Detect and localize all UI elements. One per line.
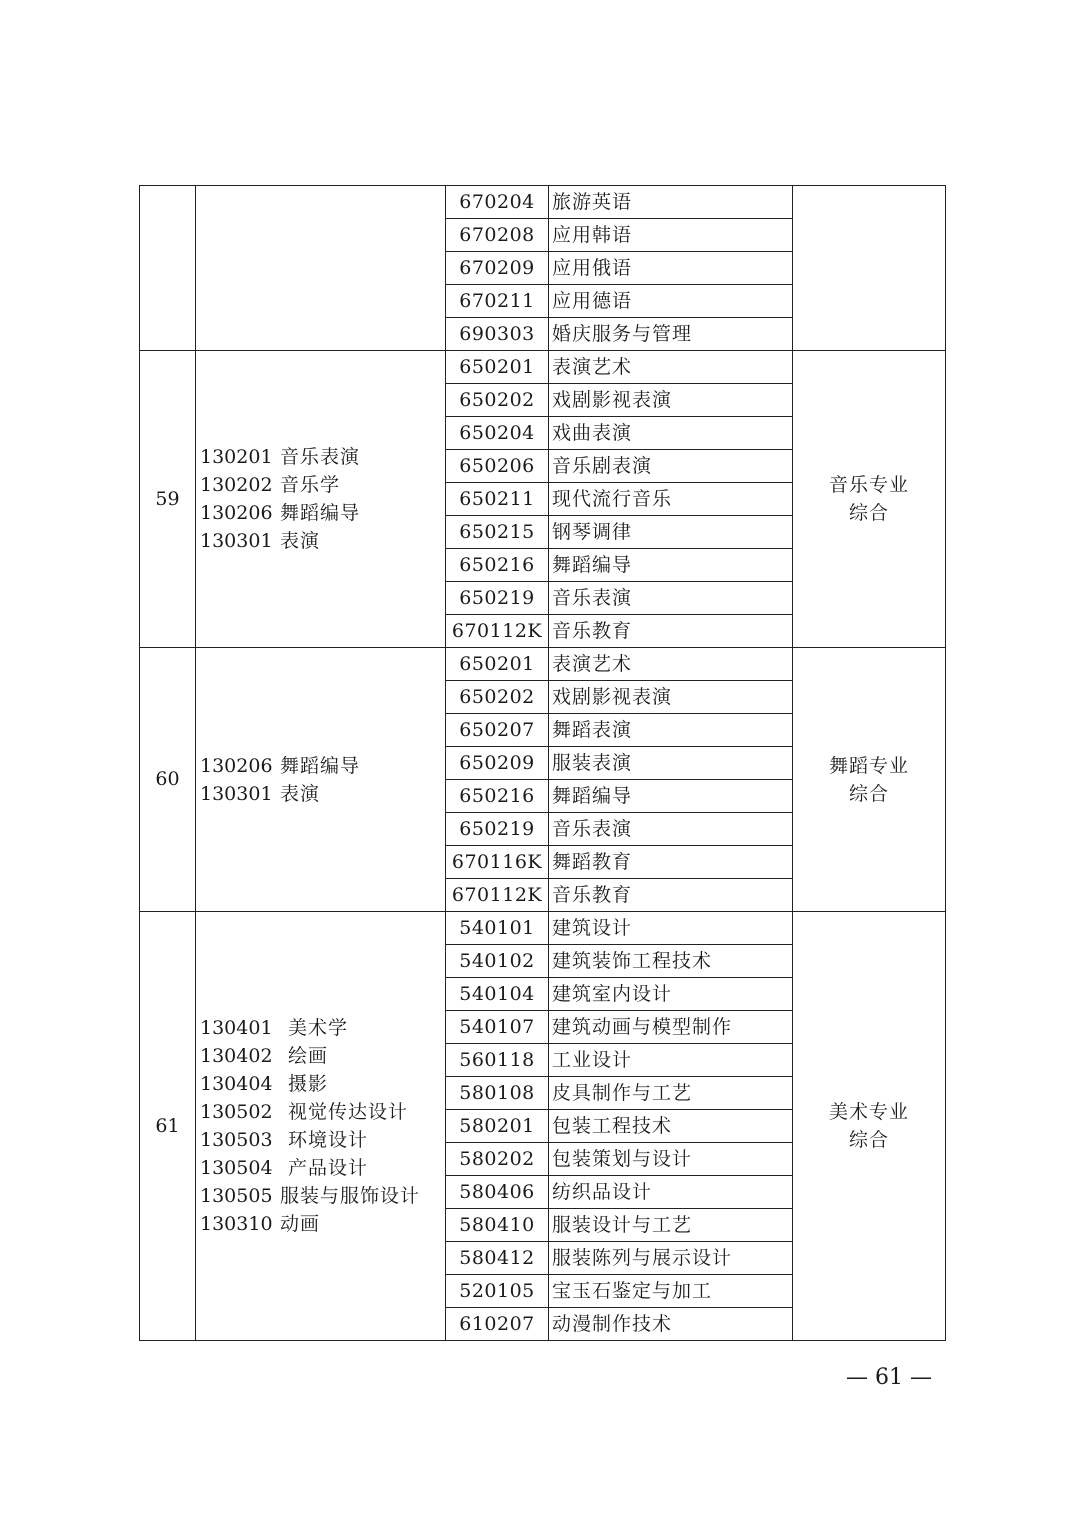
table-row — [140, 351, 946, 384]
vocational-major-code: 540101 — [446, 912, 549, 945]
vocational-major-name: 音乐表演 — [549, 813, 793, 846]
undergrad-major-code: 130504 — [200, 1157, 273, 1179]
undergrad-major-name: 音乐表演 — [280, 446, 361, 468]
table-row — [140, 186, 946, 219]
vocational-major-code: 670211 — [446, 285, 549, 318]
vocational-major-code: 670112K — [446, 615, 549, 648]
group-index-cell: 60 — [140, 648, 196, 912]
vocational-major-name: 应用俄语 — [549, 252, 793, 285]
vocational-major-code: 650219 — [446, 813, 549, 846]
vocational-major-code: 650207 — [446, 714, 549, 747]
undergrad-major-name: 表演 — [280, 782, 321, 805]
undergrad-major-name: 动画 — [280, 1213, 321, 1235]
vocational-major-code: 580201 — [446, 1110, 549, 1143]
undergrad-major-item — [200, 1098, 445, 1126]
undergrad-major-item — [200, 1042, 445, 1070]
vocational-major-code: 540102 — [446, 945, 549, 978]
exam-subject-cell — [793, 648, 946, 912]
undergrad-major-code: 130502 — [200, 1101, 273, 1123]
undergrad-major-code: 130503 — [200, 1129, 273, 1151]
undergrad-major-code: 130310 — [200, 1213, 273, 1235]
undergrad-major-code: 130404 — [200, 1073, 273, 1095]
undergrad-major-code: 130206 — [200, 502, 273, 524]
vocational-major-code: 580406 — [446, 1176, 549, 1209]
vocational-major-name: 宝玉石鉴定与加工 — [549, 1275, 793, 1308]
vocational-major-name: 婚庆服务与管理 — [549, 318, 793, 351]
exam-subject-line: 综合 — [848, 1129, 889, 1151]
exam-subject-cell — [793, 351, 946, 648]
vocational-major-name: 包装工程技术 — [549, 1110, 793, 1143]
group-index-cell — [140, 186, 196, 351]
undergrad-major-item — [200, 1154, 445, 1182]
exam-subject-line: 综合 — [848, 502, 889, 524]
vocational-major-name: 工业设计 — [549, 1044, 793, 1077]
vocational-major-name: 舞蹈编导 — [549, 780, 793, 813]
undergrad-major-name: 美术学 — [288, 1017, 349, 1039]
vocational-major-code: 650216 — [446, 549, 549, 582]
vocational-major-name: 舞蹈教育 — [549, 846, 793, 879]
vocational-major-name: 表演艺术 — [549, 351, 793, 384]
vocational-major-code: 670112K — [446, 879, 549, 912]
vocational-major-code: 670204 — [446, 186, 549, 219]
vocational-major-code: 580108 — [446, 1077, 549, 1110]
vocational-major-code: 670208 — [446, 219, 549, 252]
vocational-major-name: 音乐剧表演 — [549, 450, 793, 483]
vocational-major-name: 舞蹈表演 — [549, 714, 793, 747]
undergrad-major-item — [200, 443, 445, 471]
vocational-major-code: 650204 — [446, 417, 549, 450]
undergrad-major-name: 舞蹈编导 — [280, 754, 361, 777]
vocational-major-name: 音乐教育 — [549, 879, 793, 912]
vocational-major-name: 包装策划与设计 — [549, 1143, 793, 1176]
vocational-major-name: 建筑动画与模型制作 — [549, 1011, 793, 1044]
undergrad-major-name: 绘画 — [288, 1045, 329, 1067]
exam-subject-cell — [793, 912, 946, 1341]
vocational-major-name: 建筑装饰工程技术 — [549, 945, 793, 978]
undergrad-major-name: 摄影 — [288, 1073, 329, 1095]
vocational-major-name: 钢琴调律 — [549, 516, 793, 549]
undergrad-major-name: 视觉传达设计 — [288, 1101, 409, 1123]
undergrad-major-item — [200, 527, 445, 555]
undergrad-major-name: 产品设计 — [288, 1157, 369, 1179]
vocational-major-code: 650216 — [446, 780, 549, 813]
undergrad-major-name: 表演 — [280, 530, 321, 552]
undergrad-majors-cell — [196, 648, 446, 912]
vocational-major-name: 纺织品设计 — [549, 1176, 793, 1209]
vocational-major-code: 650211 — [446, 483, 549, 516]
vocational-major-code: 610207 — [446, 1308, 549, 1341]
undergrad-major-item — [200, 499, 445, 527]
vocational-major-code: 650202 — [446, 681, 549, 714]
vocational-major-name: 表演艺术 — [549, 648, 793, 681]
undergrad-major-code: 130301 — [200, 530, 273, 552]
vocational-major-name: 动漫制作技术 — [549, 1308, 793, 1341]
undergrad-major-item — [200, 752, 445, 780]
vocational-major-code: 650219 — [446, 582, 549, 615]
undergrad-major-name: 服装与服饰设计 — [280, 1185, 421, 1207]
undergrad-major-code: 130402 — [200, 1045, 273, 1067]
vocational-major-code: 540104 — [446, 978, 549, 1011]
vocational-major-code: 650215 — [446, 516, 549, 549]
exam-subject-cell — [793, 186, 946, 351]
undergrad-major-name: 环境设计 — [288, 1129, 369, 1151]
undergrad-major-code: 130301 — [200, 782, 273, 805]
vocational-major-name: 应用韩语 — [549, 219, 793, 252]
vocational-major-name: 服装陈列与展示设计 — [549, 1242, 793, 1275]
vocational-major-name: 建筑室内设计 — [549, 978, 793, 1011]
exam-subject-line: 综合 — [848, 782, 889, 805]
undergrad-majors-cell — [196, 912, 446, 1341]
vocational-major-code: 690303 — [446, 318, 549, 351]
undergrad-major-name: 舞蹈编导 — [280, 502, 361, 524]
vocational-major-code: 580202 — [446, 1143, 549, 1176]
vocational-major-code: 650209 — [446, 747, 549, 780]
table-row — [140, 648, 946, 681]
vocational-major-name: 舞蹈编导 — [549, 549, 793, 582]
vocational-major-code: 670209 — [446, 252, 549, 285]
exam-subject-line: 音乐专业 — [828, 474, 909, 496]
undergrad-major-item — [200, 1126, 445, 1154]
undergrad-majors-cell — [196, 186, 446, 351]
table-row — [140, 912, 946, 945]
undergrad-major-code: 130201 — [200, 446, 273, 468]
table-body — [140, 186, 946, 1341]
vocational-major-code: 540107 — [446, 1011, 549, 1044]
undergrad-major-item — [200, 1070, 445, 1098]
undergrad-major-code: 130202 — [200, 474, 273, 496]
vocational-major-name: 服装表演 — [549, 747, 793, 780]
vocational-major-code: 670116K — [446, 846, 549, 879]
undergrad-major-item — [200, 1014, 445, 1042]
vocational-major-name: 音乐表演 — [549, 582, 793, 615]
vocational-major-code: 650201 — [446, 351, 549, 384]
undergrad-major-code: 130401 — [200, 1017, 273, 1039]
vocational-major-name: 现代流行音乐 — [549, 483, 793, 516]
undergrad-major-item — [200, 1210, 445, 1238]
undergrad-major-name: 音乐学 — [280, 474, 341, 496]
vocational-major-name: 应用德语 — [549, 285, 793, 318]
vocational-major-code: 580412 — [446, 1242, 549, 1275]
vocational-major-name: 音乐教育 — [549, 615, 793, 648]
exam-subject-line: 舞蹈专业 — [828, 754, 909, 777]
vocational-major-name: 戏剧影视表演 — [549, 681, 793, 714]
page-number: — 61 — — [846, 1365, 932, 1390]
vocational-major-code: 560118 — [446, 1044, 549, 1077]
vocational-major-name: 戏剧影视表演 — [549, 384, 793, 417]
exam-subject-line: 美术专业 — [828, 1101, 909, 1123]
vocational-major-code: 650201 — [446, 648, 549, 681]
vocational-major-code: 580410 — [446, 1209, 549, 1242]
major-mapping-table — [139, 185, 946, 1341]
undergrad-major-code: 130206 — [200, 754, 273, 777]
vocational-major-name: 建筑设计 — [549, 912, 793, 945]
vocational-major-code: 520105 — [446, 1275, 549, 1308]
undergrad-major-code: 130505 — [200, 1185, 273, 1207]
undergrad-major-item — [200, 471, 445, 499]
undergrad-majors-cell — [196, 351, 446, 648]
vocational-major-name: 服装设计与工艺 — [549, 1209, 793, 1242]
group-index-cell: 61 — [140, 912, 196, 1341]
vocational-major-code: 650202 — [446, 384, 549, 417]
undergrad-major-item — [200, 780, 445, 808]
undergrad-major-item — [200, 1182, 445, 1210]
group-index-cell: 59 — [140, 351, 196, 648]
vocational-major-name: 皮具制作与工艺 — [549, 1077, 793, 1110]
vocational-major-code: 650206 — [446, 450, 549, 483]
vocational-major-name: 旅游英语 — [549, 186, 793, 219]
vocational-major-name: 戏曲表演 — [549, 417, 793, 450]
